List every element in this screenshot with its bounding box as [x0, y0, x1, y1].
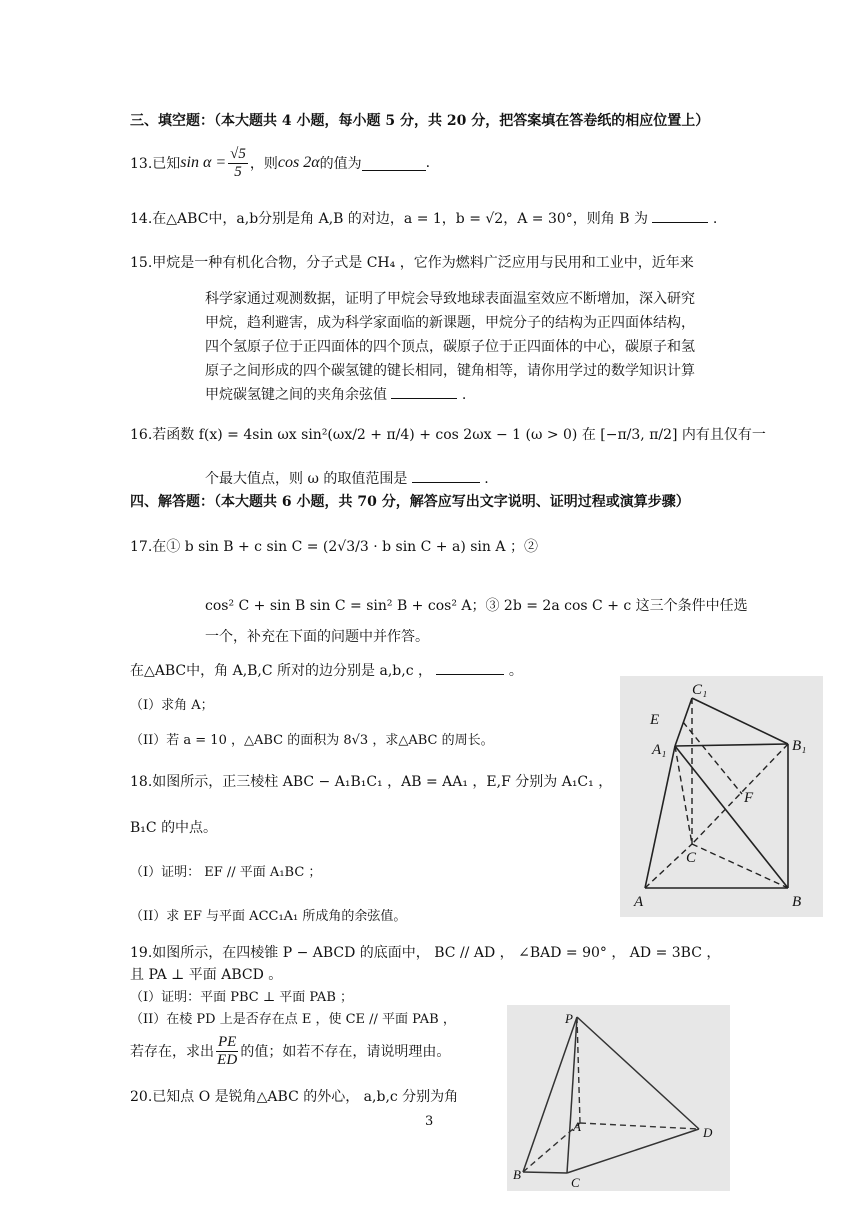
- q14-end: .: [712, 211, 718, 227]
- q15-end: .: [461, 387, 467, 403]
- q19-frac-den: ED: [217, 1051, 238, 1068]
- q18-part-1: （I）证明： EF // 平面 A₁BC ；: [130, 865, 322, 880]
- q20-line-1: 20.已知点 O 是锐角△ABC 的外心， a,b,c 分别为角: [130, 1089, 459, 1105]
- q13-num: √5: [230, 145, 246, 162]
- prism-label-b1: B₁: [792, 738, 807, 754]
- question-16-last: [205, 468, 489, 488]
- pyramid-figure: [507, 1005, 730, 1191]
- q13-expr: sin α =: [180, 154, 227, 171]
- q17-line-2: cos² C + sin B sin C = sin² B + cos² A；③ 2b = 2a cos C + c 这三个条件中任选: [205, 598, 748, 614]
- q16-end: .: [484, 471, 489, 487]
- q15-line-6: 甲烷碳氢键之间的夹角余弦值: [205, 387, 387, 403]
- q17-line-4-end: 。: [508, 663, 523, 679]
- q15-line-5: 原子之间形成的四个碳氢键的键长相同，键角相等，请你用学过的数学知识计算: [205, 363, 695, 379]
- q19-part-2b-pre: 若存在，求出: [130, 1044, 214, 1060]
- q17-line-4-wrap: [130, 660, 523, 680]
- q14-text: 14.在△ABC中，a,b分别是角 A,B 的对边，a = 1，b = √2，A = 30°，则角 B 为: [130, 211, 648, 227]
- section4-title: 四、解答题：（本大题共 6 小题，共 70 分，解答应写出文字说明、证明过程或演算步骤）: [130, 494, 690, 510]
- q13-answer-blank[interactable]: [362, 156, 426, 171]
- q15-line-2: 科学家通过观测数据，证明了甲烷会导致地球表面温室效应不断增加，深入研究: [205, 291, 695, 307]
- q19-line-1: 19.如图所示，在四棱锥 P − ABCD 的底面中， BC // AD ， ∠BAD = 90° ， AD = 3BC ，: [130, 945, 721, 961]
- q13-mid: ，则: [249, 156, 278, 172]
- question-15-last: [205, 384, 466, 404]
- q13-den: 5: [234, 163, 242, 180]
- q19-line-2: 且 PA ⊥ 平面 ABCD 。: [130, 967, 283, 983]
- question-14: [130, 208, 717, 228]
- q17-line-4: 在△ABC中，角 A,B,C 所对的边分别是 a,b,c ，: [130, 663, 432, 679]
- q19-fraction: [216, 1034, 238, 1069]
- q13-suffix: 的值为: [319, 156, 362, 172]
- pyramid-label-d: D: [703, 1125, 713, 1140]
- q17-part-2: （II）若 a = 10 ，△ABC 的面积为 8√3 ，求△ABC 的周长。: [130, 733, 494, 748]
- q18-line-2: B₁C 的中点。: [130, 820, 218, 836]
- prism-label-c1: C₁: [692, 682, 708, 698]
- section3-title: 三、填空题：（本大题共 4 小题，每小题 5 分，共 20 分，把答案填在答卷纸的相应位置上）: [130, 113, 710, 129]
- q19-part-2: （II）在棱 PD 上是否存在点 E ，使 CE // 平面 PAB ，: [130, 1012, 456, 1027]
- prism-label-a: A: [634, 894, 644, 910]
- q13-end: .: [425, 155, 431, 171]
- q13-prefix: 13.已知: [130, 156, 181, 172]
- pyramid-label-a: A: [573, 1119, 581, 1134]
- q17-part-1: （I）求角 A；: [130, 698, 214, 713]
- q19-frac-num: PE: [218, 1033, 237, 1050]
- q15-line-4: 四个氢原子位于正四面体的四个顶点，碳原子位于正四面体的中心，碳原子和氢: [205, 339, 695, 355]
- q17-line-1: 17.在① b sin B + c sin C = (2√3/3 · b sin C + a) sin A ；②: [130, 539, 538, 555]
- q16-line-2: 个最大值点，则 ω 的取值范围是: [205, 471, 408, 487]
- q15-line-1: 15.甲烷是一种有机化合物，分子式是 CH₄ ，它作为燃料广泛应用与民用和工业中，近年来: [130, 255, 694, 271]
- q16-line-1: 16.若函数 f(x) = 4sin ωx sin²(ωx/2 + π/4) + cos 2ωx − 1 (ω > 0) 在 [−π/3, π/2] 内有且仅有一: [130, 427, 766, 443]
- prism-label-c: C: [686, 850, 697, 866]
- q19-part-1: （I）证明：平面 PBC ⊥ 平面 PAB ；: [130, 990, 354, 1005]
- q17-line-3: 一个，补充在下面的问题中并作答。: [205, 629, 429, 645]
- q17-answer-blank[interactable]: [436, 660, 504, 675]
- q14-answer-blank[interactable]: [652, 208, 708, 223]
- pyramid-label-b: B: [513, 1167, 521, 1182]
- prism-figure: [620, 676, 823, 917]
- q19-part-2b-post: 的值；如若不存在，请说明理由。: [240, 1044, 451, 1060]
- q13-fraction: [228, 146, 248, 181]
- q16-answer-blank[interactable]: [412, 468, 480, 483]
- prism-label-f: F: [744, 790, 754, 806]
- q18-line-1: 18.如图所示，正三棱柱 ABC − A₁B₁C₁ ，AB = AA₁ ，E,F 分别为 A₁C₁ ，: [130, 774, 613, 790]
- pyramid-label-p: P: [565, 1011, 573, 1026]
- prism-diagram: [620, 676, 823, 917]
- prism-label-a1: A₁: [652, 742, 667, 758]
- q18-part-2: （II）求 EF 与平面 ACC₁A₁ 所成角的余弦值。: [130, 909, 407, 924]
- pyramid-diagram: [507, 1005, 730, 1191]
- q13-expr2: cos 2α: [277, 154, 320, 171]
- page-number: 3: [425, 1114, 434, 1129]
- q19-part-2b: [130, 1030, 450, 1072]
- pyramid-label-c: C: [571, 1175, 580, 1190]
- q15-line-3: 甲烷，趋利避害，成为科学家面临的新课题，甲烷分子的结构为正四面体结构，: [205, 315, 695, 331]
- prism-label-b: B: [792, 894, 802, 910]
- prism-label-e: E: [650, 712, 660, 728]
- q15-answer-blank[interactable]: [391, 384, 457, 399]
- question-13: [130, 140, 430, 186]
